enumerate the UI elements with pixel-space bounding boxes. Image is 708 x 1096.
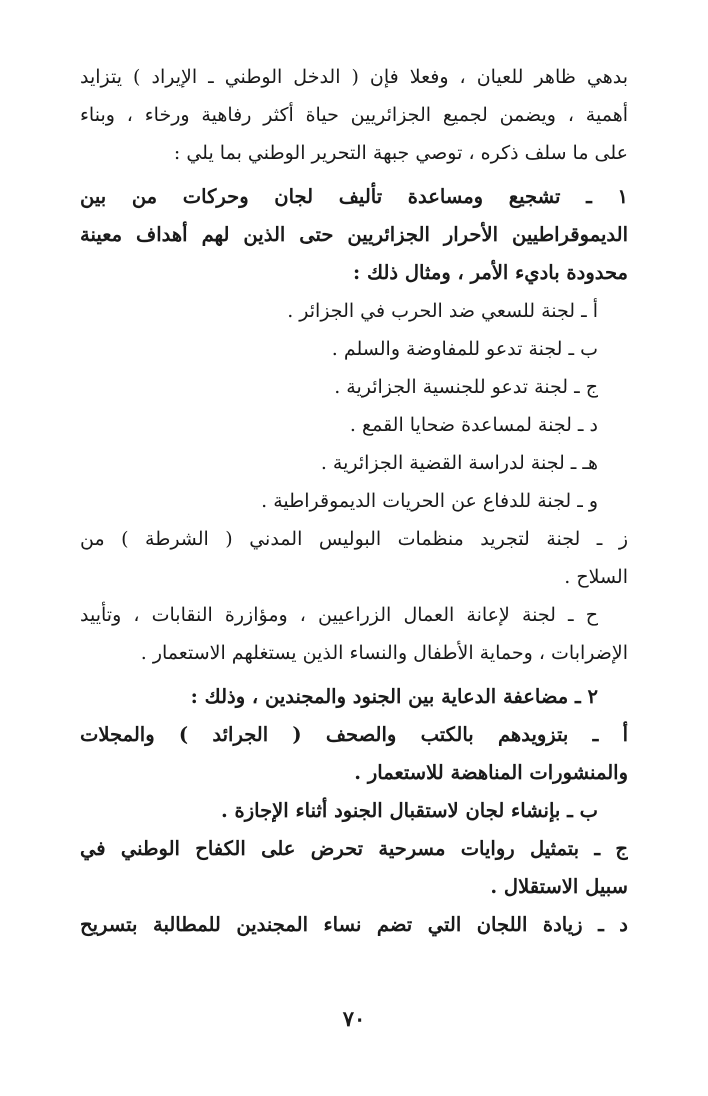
text-line: ١ ـ تشجيع ومساعدة تأليف لجان وحركات من بين [80,185,628,208]
committee-list [80,292,628,672]
text-line: أ ـ لجنة للسعي ضد الحرب في الجزائر . [287,300,598,322]
page-number: ٧٠ [342,1006,366,1031]
list-item [80,444,628,482]
text-line: هـ ـ لجنة لدراسة القضية الجزائرية . [320,452,598,474]
list-item [80,520,628,596]
text-line: أهمية ، ويضمن لجميع الجزائريين حياة أكثر رفاهية ورخاء ، وبناء [80,104,628,126]
text-line: أ ـ بتزويدهم بالكتب والصحف ( الجرائد ) والمجلات [80,723,628,746]
list-item [80,716,628,792]
text-line: ج ـ بتمثيل روايات مسرحية تحرض على الكفاح الوطني في [80,837,628,860]
recommendation-item-1 [80,178,628,292]
list-item [80,368,628,406]
list-item [80,830,628,906]
document-page [80,58,628,944]
text-line: سبيل الاستقلال . [490,875,628,898]
list-item [80,792,628,830]
list-item [80,330,628,368]
text-line: ح ـ لجنة لإعانة العمال الزراعيين ، ومؤازرة النقابات ، وتأييد [80,604,598,626]
text-line: ج ـ لجنة تدعو للجنسية الجزائرية . [334,376,598,398]
text-line: ب ـ بإنشاء لجان لاستقبال الجنود أثناء الإجازة . [220,799,598,822]
list-item [80,406,628,444]
text-line: ز ـ لجنة لتجريد منظمات البوليس المدني ( الشرطة ) من [80,528,628,550]
text-line: والمنشورات المناهضة للاستعمار . [354,761,628,784]
propaganda-list [80,716,628,944]
text-line: ب ـ لجنة تدعو للمفاوضة والسلم . [331,338,598,360]
text-line: و ـ لجنة للدفاع عن الحريات الديموقراطية . [261,490,598,512]
list-item [80,906,628,944]
list-item [80,292,628,330]
text-line: بدهي ظاهر للعيان ، وفعلا فإن ( الدخل الوطني ـ الإيراد ) يتزايد [80,66,628,88]
text-line: ٢ ـ مضاعفة الدعاية بين الجنود والمجندين ، وذلك : [190,685,598,708]
text-line: د ـ زيادة اللجان التي تضم نساء المجندين للمطالبة بتسريح [80,913,628,936]
list-item [80,482,628,520]
text-line: الإضرابات ، وحماية الأطفال والنساء الذين يستغلهم الاستعمار . [140,642,628,664]
text-line: الديموقراطيين الأحرار الجزائريين حتى الذين لهم أهداف معينة [80,223,628,246]
text-line: السلاح . [564,566,628,588]
text-line: محدودة باديء الأمر ، ومثال ذلك : [353,261,628,284]
intro-paragraph [80,58,628,172]
text-line: على ما سلف ذكره ، توصي جبهة التحرير الوطني بما يلي : [173,142,628,164]
text-line: د ـ لجنة لمساعدة ضحايا القمع . [349,414,598,436]
list-item [80,596,628,672]
recommendation-item-2 [80,678,628,716]
